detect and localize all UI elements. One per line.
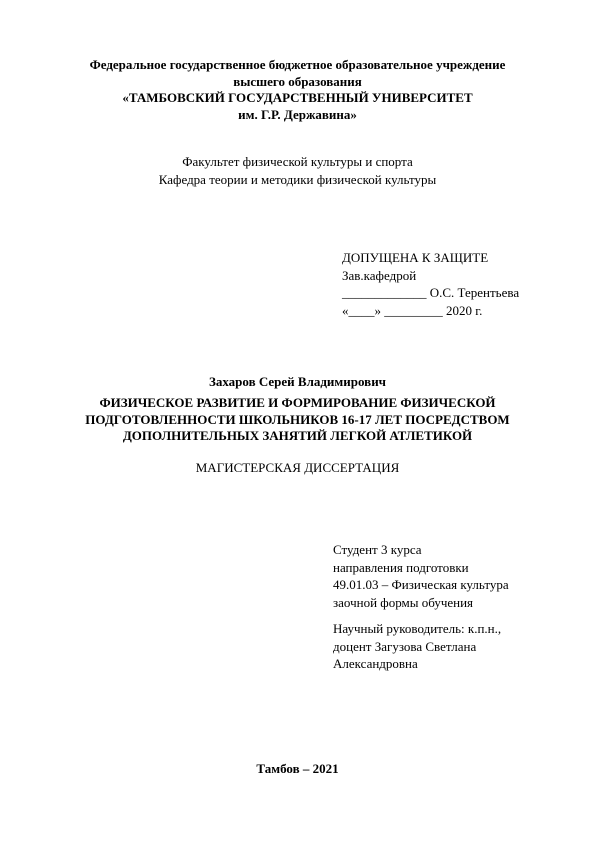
approval-block: [342, 249, 519, 319]
student-direction-label: направления подготовки: [333, 559, 469, 575]
university-name-line: «ТАМБОВСКИЙ ГОСУДАРСТВЕННЫЙ УНИВЕРСИТЕТ: [122, 90, 473, 105]
thesis-title: [0, 395, 595, 445]
supervisor-block: [333, 620, 501, 673]
supervisor-label: Научный руководитель: к.п.н.,: [333, 621, 502, 636]
thesis-title-line: ДОПОЛНИТЕЛЬНЫХ ЗАНЯТИЙ ЛЕГКОЙ АТЛЕТИКОЙ: [122, 428, 473, 443]
supervisor-name-line: доцент Загузова Светлана: [333, 638, 477, 654]
approval-role: Зав.кафедрой: [342, 267, 417, 283]
university-namesake-line: им. Г.Р. Державина»: [238, 106, 357, 122]
student-info-block: [333, 541, 509, 611]
approval-date-line: «____» _________ 2020 г.: [342, 302, 483, 318]
faculty-name: Факультет физической культуры и спорта: [182, 154, 413, 169]
faculty-block: [0, 153, 595, 189]
author-name: Захаров Серей Владимирович: [208, 374, 387, 389]
department-name: Кафедра теории и методики физической культуры: [158, 172, 437, 187]
thesis-title-line: ФИЗИЧЕСКОЕ РАЗВИТИЕ И ФОРМИРОВАНИЕ ФИЗИЧЕСКОЙ: [99, 395, 496, 410]
supervisor-name-line: Александровна: [333, 656, 418, 671]
institution-header: [0, 57, 595, 123]
footer-city-year: Тамбов – 2021: [256, 761, 339, 776]
approval-status: ДОПУЩЕНА К ЗАЩИТЕ: [342, 250, 489, 265]
approval-signature-line: _____________ О.С. Терентьева: [342, 285, 520, 300]
education-level-line: высшего образования: [233, 73, 362, 89]
thesis-title-line: ПОДГОТОВЛЕННОСТИ ШКОЛЬНИКОВ 16-17 ЛЕТ ПОСРЕДСТВОМ: [85, 411, 510, 427]
student-course: Студент 3 курса: [333, 542, 422, 557]
thesis-type: МАГИСТЕРСКАЯ ДИССЕРТАЦИЯ: [195, 460, 400, 475]
institution-type-line: Федеральное государственное бюджетное образовательное учреждение: [89, 57, 506, 72]
student-study-form: заочной формы обучения: [333, 594, 474, 610]
student-direction: 49.01.03 – Физическая культура: [333, 577, 509, 592]
